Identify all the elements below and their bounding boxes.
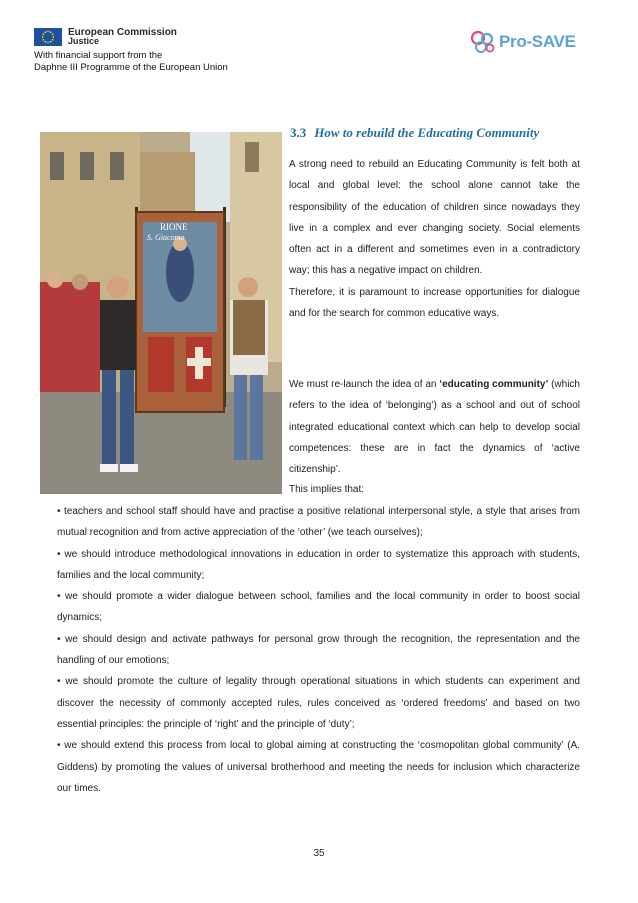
list-item: • we should promote a wider dialogue between school, families and the local community in order to boost social dynamics; [57,591,580,624]
prosave-molecule-icon [470,30,496,54]
paragraph-2-pre: We must re-launch the idea of an [289,379,440,390]
list-item: • we should design and activate pathways for personal grow through the recognition, the representation and the handling of our emotions; [57,633,580,667]
banner-text-2: S. Giacomo [147,233,185,242]
page-number: 35 [313,848,325,859]
eu-logo [34,28,177,46]
bullet-list [57,501,580,799]
procession-photo [40,132,282,494]
paragraph-3: This implies that: [289,484,365,495]
paragraph-intro [289,154,580,324]
eu-subtitle: Justice [68,36,100,46]
prosave-name: Pro-SAVE [499,32,576,51]
section-title: How to rebuild the Educating Community [314,125,540,140]
list-item: • we should extend this process from local to global aiming at constructing the ‘cosmopolitan global community’ (A. Giddens) by promoting the values of universal brotherhood and meeting the needs for inclusion which characterize our times. [57,740,580,794]
list-item: • we should promote the culture of legality through operational situations in which students can experiment and discover the necessity of commonly accepted rules, rules conceived as ‘ordered freedoms’ and based on two essential principles: the principle of ‘right’ and the principle of ‘duty’; [57,676,580,730]
prosave-logo [470,30,576,54]
paragraph-1b: Therefore, it is paramount to increase opportunities for dialogue and for the search for common educative ways. [289,286,580,320]
funding-line-1: With financial support from the [34,50,163,61]
eu-title: European Commission [68,27,177,38]
banner-text-1: RIONE [160,222,188,232]
funding-line-2: Daphne III Programme of the European Union [34,62,228,73]
eu-flag-icon [34,28,62,46]
list-item: • we should introduce methodological innovations in education in order to systematize this approach with students, families and the local community; [57,548,580,581]
paragraph-2-post: (which refers to the idea of ‘belonging’) as a school and out of school integrated educational context which can help to develop social competences: these are in fact the dynamics of ‘active citizenship’. [289,379,580,476]
section-number: 3.3 [290,125,307,140]
paragraph-1: A strong need to rebuild an Educating Community is felt both at local and global level: the school alone cannot take the responsibility of the education of children since nowadays they live in a complex and ever changing society. Social elements often act in a different and sometimes even in a contradictory way; this has a negative impact on children. [289,159,580,277]
section-heading [290,125,539,141]
list-item: • teachers and school staff should have and practise a positive relational interpersonal style, a style that arises from mutual recognition and from active appreciation of the ‘other’ (we teach ourselves); [57,506,580,539]
paragraph-2 [289,374,580,480]
paragraph-2-bold: ‘educating community’ [439,379,549,390]
funding-statement [34,50,228,74]
